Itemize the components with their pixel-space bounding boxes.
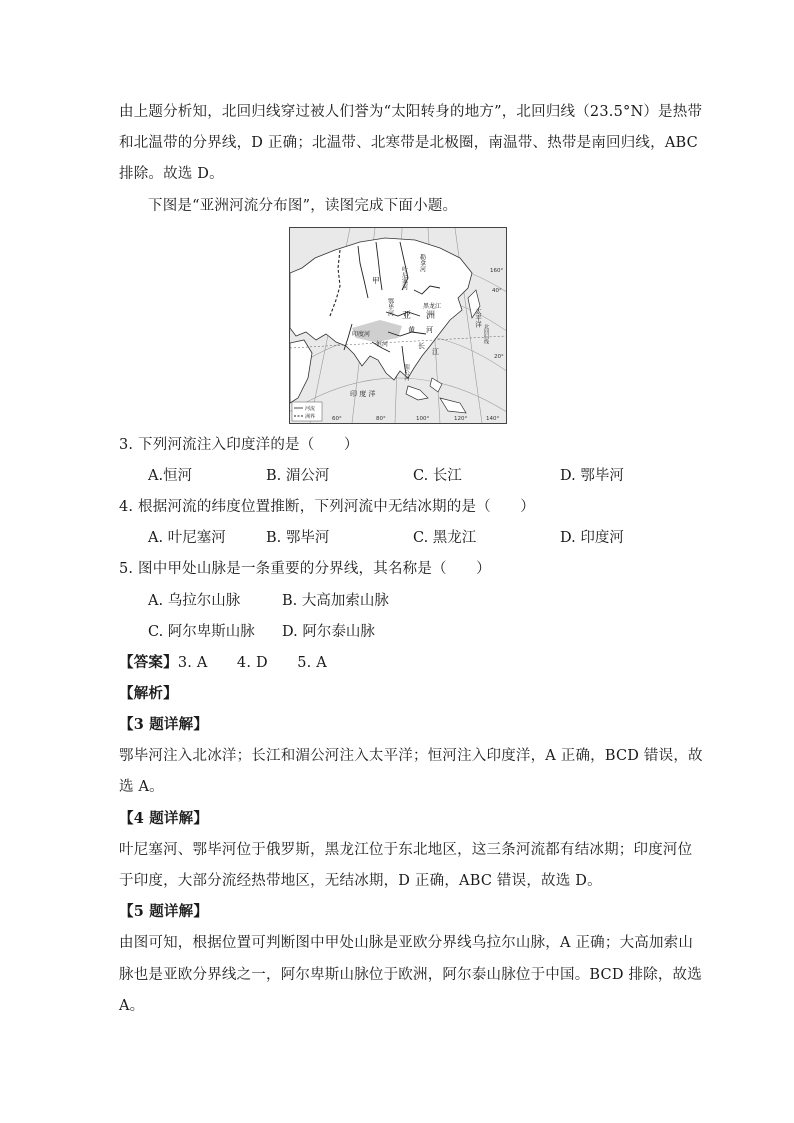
- answer-label: 【答案】: [119, 654, 178, 671]
- detail-4-title: 【4 题详解】: [119, 810, 209, 827]
- answer-values: 3. A 4. D 5. A: [177, 655, 327, 671]
- question-3-option-d: D. 鄂毕河: [560, 468, 624, 484]
- question-5-option-b: B. 大高加索山脉: [282, 593, 389, 609]
- question-3-option-b: B. 湄公河: [266, 468, 330, 484]
- map-label-indus: 印度河: [352, 331, 371, 338]
- intro-line-3: 排除。故选 D。: [119, 166, 224, 182]
- question-4-option-a: A. 叶尼塞河: [148, 530, 226, 546]
- answer-row: [119, 653, 327, 673]
- detail-5-line-1: 由图可知，根据位置可判断图中甲处山脉是亚欧分界线乌拉尔山脉，A 正确；大高加索山: [119, 935, 694, 951]
- map-tick-100: 100°: [416, 416, 430, 422]
- detail-4-line-2: 于印度，大部分流经热带地区，无结冰期，D 正确，ABC 错误，故选 D。: [119, 873, 602, 889]
- detail-5-title: 【5 题详解】: [119, 903, 209, 920]
- map-label-ganges: 恒河: [376, 341, 389, 348]
- map-label-pacific: 太平洋: [474, 308, 482, 328]
- detail-3-line-1: 鄂毕河注入北冰洋；长江和湄公河注入太平洋；恒河注入印度洋，A 正确，BCD 错误，故: [119, 748, 703, 764]
- question-5-option-c: C. 阿尔卑斯山脉: [148, 624, 255, 640]
- intro-line-2: 和北温带的分界线，D 正确；北温带、北寒带是北极圈，南温带、热带是南回归线，ABC: [119, 135, 698, 151]
- question-4-option-d: D. 印度河: [560, 530, 624, 546]
- map-label-yellow-2: 河: [426, 326, 433, 334]
- map-label-asia-1: 亚: [402, 311, 412, 321]
- asia-river-map: [289, 227, 507, 424]
- map-label-tropic: 北回归线: [483, 324, 489, 344]
- detail-3-title: 【3 题详解】: [119, 716, 209, 733]
- map-label-ob: 鄂毕河: [386, 298, 394, 316]
- map-label-heilong: 黑龙江: [423, 303, 442, 310]
- map-label-yangtze-1: 长: [418, 342, 425, 350]
- question-3-stem: 3. 下列河流注入印度洋的是（ ）: [119, 437, 359, 453]
- detail-3-line-2: 选 A。: [119, 779, 164, 795]
- map-tick-140: 140°: [486, 416, 500, 422]
- question-5-option-a: A. 乌拉尔山脉: [148, 593, 241, 609]
- map-label-mekong: 湄公河: [403, 364, 409, 381]
- question-5-option-d: D. 阿尔泰山脉: [282, 624, 375, 640]
- legend-river: 河流: [305, 406, 316, 412]
- map-tick-120: 120°: [454, 416, 468, 422]
- map-prompt: 下图是“亚洲河流分布图”，读图完成下面小题。: [148, 198, 458, 214]
- map-label-yellow-1: 黄: [408, 326, 415, 334]
- map-label-indian-ocean: 印 度 洋: [350, 390, 376, 398]
- map-label-lena: 勒拿河: [418, 254, 426, 272]
- question-3-option-c: C. 长江: [413, 468, 462, 484]
- map-label-jia: 甲: [372, 276, 380, 285]
- analysis-label: 【解析】: [119, 685, 178, 702]
- map-label-asia-2: 洲: [426, 311, 436, 321]
- map-tick-60: 60°: [332, 416, 342, 422]
- detail-5-line-3: A。: [119, 998, 145, 1014]
- intro-line-1: 由上题分析知，北回归线穿过被人们誉为“太阳转身的地方”，北回归线（23.5°N）是热带: [119, 104, 703, 120]
- legend-border: 洲界: [305, 414, 316, 420]
- question-3-option-a: A.恒河: [148, 468, 193, 484]
- question-4-stem: 4. 根据河流的纬度位置推断，下列河流中无结冰期的是（ ）: [119, 499, 535, 515]
- map-tick-80: 80°: [376, 416, 386, 422]
- detail-5-line-2: 脉也是亚欧分界线之一，阿尔卑斯山脉位于欧洲，阿尔泰山脉位于中国。BCD 排除，故选: [119, 967, 702, 983]
- map-legend: [292, 402, 322, 421]
- question-4-option-b: B. 鄂毕河: [266, 530, 330, 546]
- detail-4-line-1: 叶尼塞河、鄂毕河位于俄罗斯，黑龙江位于东北地区，这三条河流都有结冰期；印度河位: [119, 842, 693, 858]
- map-tick-160: 160°: [490, 268, 504, 274]
- question-4-option-c: C. 黑龙江: [413, 530, 477, 546]
- question-5-stem: 5. 图中甲处山脉是一条重要的分界线，其名称是（ ）: [119, 561, 491, 577]
- map-label-yangtze-2: 江: [432, 348, 439, 356]
- map-tick-lat-20: 20°: [494, 354, 504, 360]
- map-tick-lat-40: 40°: [492, 288, 502, 294]
- map-label-yenisei: 叶尼塞河: [400, 266, 408, 290]
